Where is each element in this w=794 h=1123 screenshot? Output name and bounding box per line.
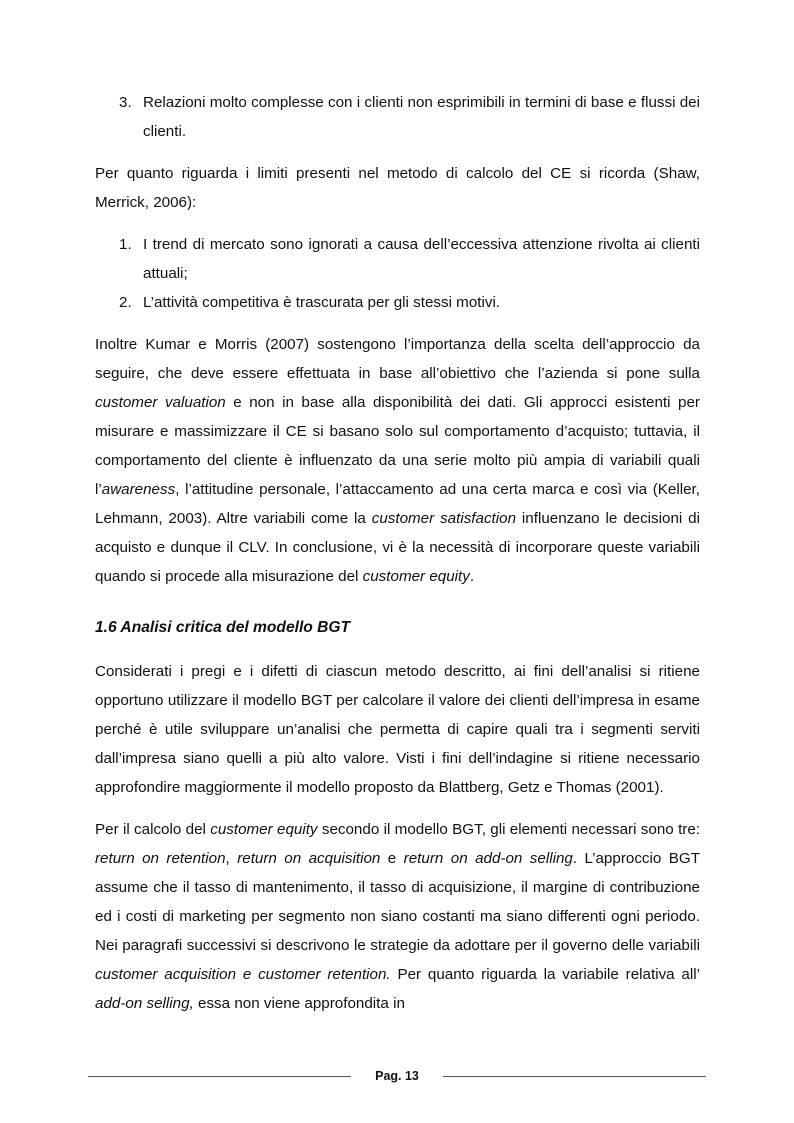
- page-footer: [88, 1064, 706, 1088]
- text-run: e: [380, 850, 404, 867]
- text-run: , l’attitudine personale, l’attaccamento ad una certa marca e così via (Keller, Lehmann, 2003). Altre variabili come la: [95, 481, 700, 527]
- footer-rule-left: [88, 1076, 351, 1077]
- list-item: [95, 88, 700, 146]
- paragraph-calcolo-ce: [95, 815, 700, 1018]
- list-ce-limits: [95, 230, 700, 317]
- list-item-text: I trend di mercato sono ignorati a causa dell’eccessiva attenzione rivolta ai clienti attuali;: [143, 236, 700, 282]
- italic-term: customer acquisition e customer retention.: [95, 966, 391, 983]
- text-run: ,: [225, 850, 238, 867]
- italic-term: customer valuation: [95, 394, 226, 411]
- list-item-number: 3.: [119, 94, 132, 111]
- italic-term: awareness: [101, 481, 176, 498]
- text-run: . L’approccio BGT assume che il tasso di mantenimento, il tasso di acquisizione, il margine di contribuzione ed i costi di marketing per segmento non siano costanti ma siano differenti ogni periodo. Nei paragrafi successivi si descrivono le strategie da adottare per il governo delle variabili: [95, 850, 700, 954]
- page-body: [95, 88, 700, 1031]
- italic-term: add-on selling,: [95, 995, 194, 1012]
- footer-rule-right: [443, 1076, 706, 1077]
- page-number: Pag. 13: [375, 1069, 419, 1083]
- list-bgt-limits: [95, 88, 700, 146]
- text-run: influenzano le decisioni di acquisto e dunque il CLV. In conclusione, vi è la necessità di incorporare queste variabili quando si procede alla misurazione del: [95, 510, 700, 585]
- italic-term: return on acquisition: [237, 850, 381, 867]
- list-item: [95, 288, 700, 317]
- list-item: [95, 230, 700, 288]
- text-run: Per quanto riguarda la variabile relativa all’: [390, 966, 700, 983]
- paragraph-ce-limits: Per quanto riguarda i limiti presenti nel metodo di calcolo del CE si ricorda (Shaw, Merrick, 2006):: [95, 165, 700, 211]
- text-run: e non in base alla disponibilità dei dati. Gli approcci esistenti per misurare e massimizzare il CE si basano solo sul comportamento d’acquisto; tuttavia, il comportamento del cliente è influenzato da una serie molto più ampia di variabili quali l’: [95, 394, 700, 498]
- italic-term: return on add-on selling: [403, 850, 573, 867]
- text-run: .: [469, 568, 475, 585]
- list-item-number: 1.: [119, 236, 132, 253]
- italic-term: return on retention: [95, 850, 226, 867]
- paragraph-considerati: Considerati i pregi e i difetti di ciascun metodo descritto, ai fini dell’analisi si ritiene opportuno utilizzare il modello BGT per calcolare il valore dei clienti dell’impresa in esame perché è utile sviluppare un’analisi che permetta di capire quali tra i segmenti serviti dall’impresa siano quelli a più alto valore. Visti i fini dell’indagine si ritiene necessario approfondire maggiormente il modello proposto da Blattberg, Getz e Thomas (2001).: [95, 663, 700, 796]
- section-heading: 1.6 Analisi critica del modello BGT: [95, 619, 351, 636]
- text-run: secondo il modello BGT, gli elementi necessari sono tre:: [317, 821, 701, 838]
- text-run: Per il calcolo del: [95, 821, 211, 838]
- text-run: Inoltre Kumar e Morris (2007) sostengono l’importanza della scelta dell’approccio da seguire, che deve essere effettuata in base all’obiettivo che l’azienda si pone sulla: [95, 336, 700, 382]
- text-run: essa non viene approfondita in: [193, 995, 405, 1012]
- italic-term: customer satisfaction: [371, 510, 517, 527]
- list-item-text: L’attività competitiva è trascurata per gli stessi motivi.: [143, 294, 501, 311]
- italic-term: customer equity: [210, 821, 318, 838]
- italic-term: customer equity: [362, 568, 470, 585]
- paragraph-kumar-morris: [95, 330, 700, 591]
- list-item-text: Relazioni molto complesse con i clienti non esprimibili in termini di base e flussi dei clienti.: [143, 94, 700, 140]
- list-item-number: 2.: [119, 294, 132, 311]
